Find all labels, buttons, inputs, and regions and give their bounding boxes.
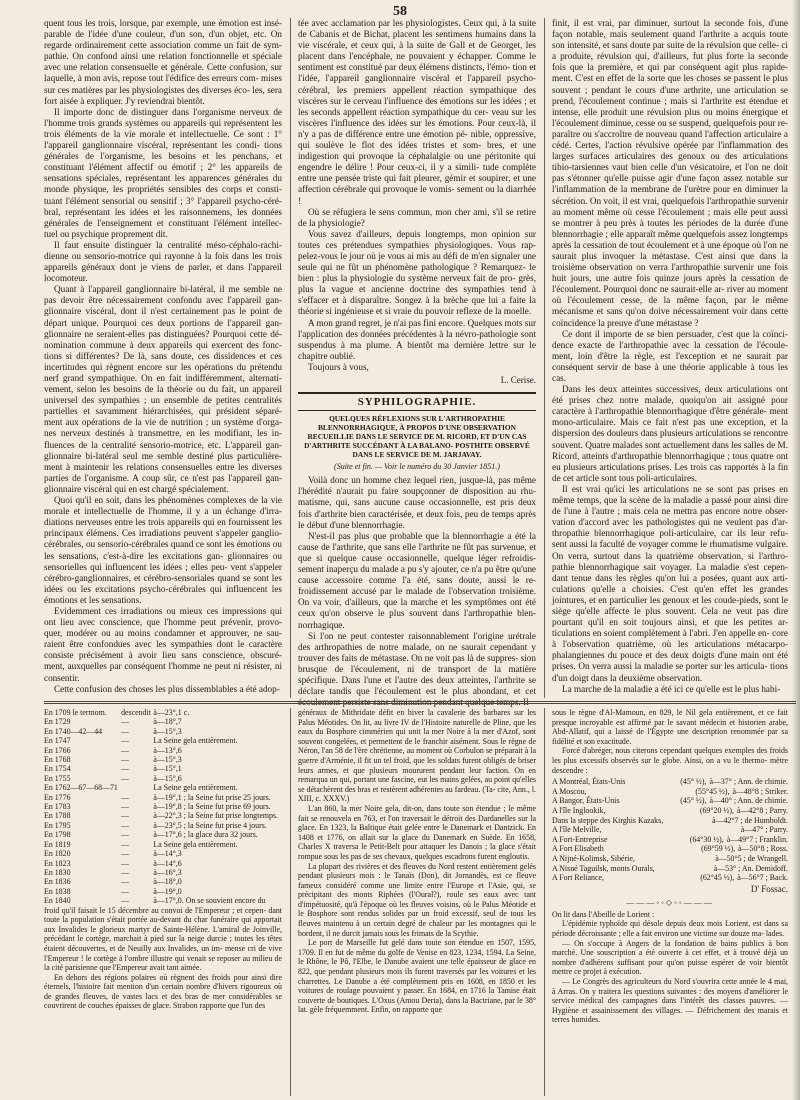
temperature-val: à—19°,8 ; la Seine fut prise 69 jours.	[153, 802, 271, 812]
temperature-desc: —	[121, 717, 129, 727]
bottom-column-1	[44, 708, 282, 1096]
column-divider	[290, 18, 291, 698]
paragraph: Vous savez d'ailleurs, depuis longtemps, mon opinion sur toutes ces prétendues sympathies physiologiques. Vous rap- pelez-vous le jour où je vous ai mis au défi de m'en signaler une seule qui ne fût un phénomène pathologique ? Remarquez- le bien : plus la physiologie du système nerveux fait de pro- grès, plus la vague et ancienne doctrine des sympathies tend à s'effacer et à disparaître. Songez à la brèche que lui a faite la théorie si ingénieuse et si vraie du pouvoir reflexe de la moelle.	[298, 228, 536, 317]
top-column-3	[552, 18, 788, 698]
temperature-year: En 1820	[44, 849, 71, 859]
cold-record-row	[552, 844, 788, 854]
paragraph: — On s'occupe à Angers de la fondation de bains publics à bon marché. Une souscription a été ouverte à cet effet, et à trouvé déjà un nombre d'adhérens suffisant pour qu'on puisse espérer de voir bientôt mettre ce projet à exécution.	[552, 938, 788, 977]
temperature-year: En 1783	[44, 802, 71, 812]
temperature-row	[44, 746, 282, 755]
temperature-desc: —	[121, 858, 129, 868]
cold-record-row	[552, 873, 788, 883]
cold-record-val: à—49°7 ; Franklin.	[726, 834, 788, 844]
section-title: SYPHILOGRAPHIE.	[298, 392, 536, 411]
cold-record-val: à—56°7 ; Back.	[737, 873, 788, 883]
temperature-row	[44, 774, 282, 783]
paragraph: Ce dont il importe de se bien persuader, c'est que la coïnci- dence exacte de l'arthropathie avec la cessation de l'écoule- ment, loin d'être la règle, est l'exception et ne saurait par conséquent servir de base à une théorie applicable à tous les cas.	[552, 328, 788, 383]
column-divider	[290, 708, 291, 1096]
cold-record-row	[552, 835, 788, 845]
temperature-desc: —	[121, 764, 129, 774]
temperature-row	[44, 877, 282, 886]
cold-record-row	[552, 787, 788, 797]
temperature-row	[44, 717, 282, 726]
cold-record-row	[552, 777, 788, 787]
temperature-row	[44, 736, 282, 745]
paragraph: sous le règne d'Al-Mamoun, en 829, le Nil gela entièrement, et ce fait presque incroyable est affirmé par le savant médecin et historien arabe, Abd-Allatif, qui a laissé de l'Égypte une description renommée par sa fidélité et son exactitude.	[552, 708, 788, 746]
temperature-row	[44, 830, 282, 839]
paragraph: N'est-il pas plus que probable que la blennorrhagie a été la cause de l'arthrite, que sans elle l'arthrite ne fût pas survenue, et que si quelque cause occasionnelle, quelque léger refroidis- sement inaperçu du malade a pu s'y ajouter, ce n'a pu être qu'une cause accessoire comme l'a été, sans doute, aussi le re- froidissement accusé par le malade de l'observation troisième. On va voir, d'ailleurs, que la marche et les symptômes ont été ceux qu'on observe le plus souvent dans l'arthropathie blen- norrhagique.	[298, 530, 536, 630]
temperature-desc: —	[121, 773, 129, 783]
temperature-row	[44, 849, 282, 858]
bottom-column-2	[298, 708, 536, 1096]
paragraph: Le port de Marseille fut gelé dans toute son étendue en 1507, 1595, 1709. Il en fut de même du golfe de Venise en 823, 1234, 1594. La Seine, le Rhône, le Pô, l'Elbe, le Danube avaient une telle épaisseur de glace en 822, que pendant plusieurs mois ils furent traversés par les voitures et les charrettes. Le Danube a été complètement pris en 1608, en 1850 et les voitures de roulage pouvaient y passer. En 1684, en 1716 la Tamise était couverte de boutiques. L'Oxus (Amou Deria), dans la Bactriane, par le 38° lat. gèle fréquemment. Enfin, on rapporte que	[298, 938, 536, 1015]
cold-record-lat: (45° ½),	[680, 796, 707, 806]
temperature-val: à—17°,6 ; la glace dura 32 jours.	[153, 830, 258, 840]
paragraph: Quoi qu'il en soit, dans les phénomènes complexes de la vie morale et intellectuelle de l'homme, il y a un échange d'irra- diations nerveuses entre les trois appareils qui en fournissent les principaux élémens. Ces irradiations peuvent s'appeler ganglio-cérébrales, ou sensorio-cérébrales quand ce sont les émotions ou les sensations, c'est-à-dire les excitations gan- glionnaires ou sensorielles qui influencent les idées ; elles peu- vent s'appeler cérébro-ganglionnaires, et cérébro-sensoriales quand se sont les idées ou les excitations psycho-cérébrales qui influencent les émotions et les sensations.	[44, 495, 282, 605]
cold-record-place: A Montréal, États-Unis	[552, 777, 626, 787]
temperature-table	[44, 708, 282, 906]
temperature-desc: —	[121, 867, 129, 877]
temperature-val: à—15°,3	[153, 755, 182, 765]
temperature-year: En 1729	[44, 717, 71, 727]
paragraph: — Le Congrès des agriculteurs du Nord s'ouvrira cette année le 4 mai, à Arras. On y traitera les questions suivantes : des moyens d'améliorer le service médical des campagnes dans l'intérêt des classes pauvres. — Hygiène et assainissement des villages. — Défrichement des marais et terres humides.	[552, 977, 788, 1025]
temperature-desc: —	[121, 726, 129, 736]
temperature-row	[44, 802, 282, 811]
temperature-val: La Seine gela entièrement.	[153, 736, 238, 746]
bottom-column-3	[552, 708, 788, 1096]
temperature-year: En 1776	[44, 792, 71, 802]
temperature-desc: —	[121, 792, 129, 802]
cold-record-place: Dans la steppe des Kirghis Kazaks,	[552, 815, 664, 825]
temperature-year: En 1762—67—68—71	[44, 783, 118, 793]
temperature-desc: —	[121, 755, 129, 765]
paragraph: Evidemment ces irradiations ou mieux ces impressions qui ont lieu avec conscience, que l'homme peut prévenir, provo- quer, modérer ou au moins condamner et approuver, ne sau- raient être confondues avec les sympathies dont le caractère consiste précisément à avoir lieu sans conscience, obscuré- ment, auxquelles par conséquent l'homme ne peut ni résister, ni consentir.	[44, 605, 282, 683]
temperature-year: En 1754	[44, 764, 71, 774]
paragraph: Toujours à vous,	[308, 361, 369, 372]
paragraph: Dans les deux atteintes successives, deux articulations ont été prises chez notre malade, quoiqu'on ait assigné pour caractère à l'arthropathie blennorrhagique d'être générale- ment mono-articulaire. Mais ce fait n'est pas une exception, et la dispersion des douleurs dans plusieurs articulations se rencontre souvent. Quatre malades sont actuellement dans les salles de M. Ricord, atteints d'arthropathie blennorrhagique ; tous quatre ont eu plusieurs articulations prises. Les trois cas rapportés à la fin de cet article sont tous poli-articulaires.	[552, 384, 788, 483]
temperature-val: à—22°,3 ; la Seine fut prise longtemps.	[153, 811, 278, 821]
temperature-row	[44, 811, 282, 820]
column-divider	[544, 18, 545, 698]
paragraph: A mon grand regret, je n'ai pas fini encore. Quelques mots sur l'application des données précédentes à la névro-pathologie sont suspendus à ma plume. A bientôt ma dernière lettre sur le chapitre oublié.	[298, 317, 536, 361]
cold-record-lat: (69°20 ½),	[699, 805, 734, 815]
cold-record-place: A Fort Reliance,	[552, 873, 604, 883]
temperature-val: à—14°,6	[153, 858, 182, 868]
top-column-1	[44, 18, 282, 698]
temperature-row	[44, 708, 282, 717]
temperature-row	[44, 859, 282, 868]
paragraph: L'an 860, la mer Noire gela, dit-on, dans toute son étendue ; le même fait se renouvela en 763, et l'on traversait le détroit des Dardanelles sur la glace. En 1323, la Baltique était gelée entre le Danemark et Dantzick. En 1408 et 1776, on allait sur la glace du Danemark en Suède. En 1658, Charles X traversa le Petit-Belt pour attaquer les Danois ; la glace s'était rompue sous les pas de ses chevaux, quelques escadrons furent engloutis.	[298, 803, 536, 861]
paragraph: Si l'on ne peut contester raisonnablement l'origine urétrale des arthropathies de notre malade, on ne saurait cependant y trouver des faits de métastase. On ne voit pas là de suppres- sion brusque de l'écoulement, ni de transport de la matière spécifique. Dans l'une et l'autre des deux atteintes, l'arthrite se déclare tandis que l'écoulement est le plus abondant, et cet écoulement persiste sans diminution pendant quelque temps. Il	[298, 630, 536, 708]
temperature-year: En 1838	[44, 886, 71, 896]
temperature-year: En 1836	[44, 877, 71, 887]
temperature-val: à—18°,7	[153, 717, 182, 727]
cold-record-row	[552, 864, 788, 874]
paragraph: Il importe donc de distinguer dans l'organisme nerveux de l'homme trois grands systèmes ou appareils qui représentent les trois éléments de la vie morale et intellectuelle. Ce sont : 1° l'appareil ganglionnaire viscéral, représentant les condi- tions générales de l'organisme, les besoins et les penchans, et constituant l'élément affectif ou émotif ; 2° les appareils de sensations spéciales, représentant les apparences générales du monde physique, les propriétés sensibles des corps et consti- tuant l'élément sensorial ou sensitif ; 3° l'appareil psycho-céré- bral, représentant les idées et les raisonnemens, les données générales de l'enseignement et constituant l'élément intellec- tuel ou psychique proprement dit.	[44, 106, 282, 239]
paragraph: généraux de Mithridate défit en hiver la cavalerie des barbares sur les Palus Méotides. On lit, au livre IV de l'Histoire naturelle de Pline, que les eaux du Bosphore cimmérien qui unit la mer Noire à la mer d'Azof, sont souvent congelées, et permettent de le franchir aisément. Sous le règne de Néron, l'an 58 de l'ère chrétienne, au moment où Corbulon se préparait à la guerre d'Arménie, il fit un tel froid, que les soldats furent obligés de briser leurs armes, et que plusieurs moururent pendant leur faction. On en remarqua un qui, portant une fascine, eut les mains gelées, au point qu'elles se détachèrent des bras et restèrent adhérentes au fardeau. (Ta- cite, Ann., l. XIII, c. XXXV.)	[298, 708, 536, 804]
paragraph: Cette confusion des choses les plus dissemblables a été adop-	[54, 683, 280, 694]
author-signature: L. Cerise.	[500, 375, 536, 385]
temperature-val: à—16°,3	[153, 867, 182, 877]
temperature-desc: —	[121, 896, 129, 906]
temperature-val: à—13°,6	[153, 745, 182, 755]
cold-record-val: à—40° ; Ann. de chimie.	[709, 796, 788, 806]
temperature-val: à—15°,3	[153, 726, 182, 736]
cold-record-val: à—50°5 ; de Wrangell.	[715, 853, 788, 863]
paragraph: Il faut ensuite distinguer la centralité méso-céphalo-rachi- dienne ou sensorio-motrice qui rayonne à la fois dans les trois appareils généraux dont je viens de parler, et dans l'appareil locomoteur.	[44, 239, 282, 284]
temperature-val: à—19°,0	[153, 886, 182, 896]
cold-record-val: à—48°8 ; Striker.	[732, 786, 788, 796]
temperature-desc: —	[121, 820, 129, 830]
paragraph: Forcé d'abréger, nous citerons cependant quelques exemples des froids les plus excessifs observés sur le globe. Ainsi, on a vu le thermo- mètre descendre :	[552, 746, 788, 775]
temperature-desc: descendit	[121, 708, 151, 717]
paragraph: quent tous les trois, lorsque, par exemple, une émotion est insé- parable de l'idée d'une couleur, d'un son, d'un objet, etc. On regarde ordinairement cette association comme un fait de sym- pathie. On confond ainsi une relation fonctionnelle et spéciale avec une relation consensuelle et générale. Cette confusion, sur laquelle, à mon avis, repose tout l'édifice des erreurs com- mises sur ces matières par les physiologistes des diverses éco- les, sera fort aisée à expliquer. J'y reviendrai bientôt.	[44, 18, 282, 106]
column-divider	[544, 708, 545, 1096]
cold-record-row	[552, 854, 788, 864]
paragraph: Où se réfugiera le sens commun, mon cher ami, s'il se retire de la physiologie?	[298, 206, 536, 228]
top-column-2	[298, 18, 536, 708]
cold-record-lat: (62°45 ½),	[700, 873, 735, 883]
temperature-desc: —	[121, 886, 129, 896]
temperature-row	[44, 727, 282, 736]
temperature-row	[44, 896, 282, 905]
temperature-desc: —	[121, 849, 129, 859]
temperature-val: à—17°,0. On se souvient encore du	[153, 896, 266, 906]
temperature-row	[44, 840, 282, 849]
paragraph: Il est vrai qu'ici les articulations ne se sont pas prises en même temps, que la scène de la maladie a passé pour ainsi dire de l'une à l'autre ; mais cela ne mettra pas encore notre obser- vation d'accord avec les pathologistes qui ne veulent pas d'ar- thropathie blennorrhagique poli-articulaire, car ils leur refu- sent aussi la faculté de voyager comme le rhumatisme vulgaire. On verra, surtout dans la quatrième observation, si l'arthro- pathie blennorrhagique sait voyager. La maladie s'est cepen- dant tenue dans les règles qu'on lui a posées, quant aux arti- culations qu'elle a choisies. C'est qu'en effet les grandes jointures, et en particulier les genoux et les coude-pieds, sont le siège qu'elle affecte le plus souvent. Cela ne veut pas dire pourtant qu'il en soit toujours ainsi, et que les petites ar- ticulations en soient complètement à l'abri. J'en appelle en- core à l'observation quatrième, où les articulations métacarpo- phalangiennes du pouce et des deux doigts d'une main ont été prises. On verra aussi la maladie se porter sur les articula- tions d'un doigt dans la deuxième observation.	[552, 483, 788, 683]
cold-record-row	[552, 796, 788, 806]
cold-record-place: A Nisné Taguilsk, monts Ourals,	[552, 863, 655, 873]
paragraph: L'épidémie typhoïde qui désole depuis deux mois Lorient, est dans sa période décroissante ; elle a fait environ une victime sur douze ma- lades.	[552, 919, 788, 939]
temperature-val: à—19°,1 ; la Seine fut prise 25 jours.	[153, 792, 271, 802]
paragraph: finit, il est vrai, par diminuer, surtout la seconde fois, d'une façon notable, mais seulement quand l'arthrite a acquis toute son intensité, et sans doute par suite de la révulsion que celle- ci a produite, révulsion qui, d'ailleurs, fut plus forte la seconde fois que la première, et qui par conséquent agit plus rapide- ment. C'est en effet de la sorte que les choses se passent le plus souvent ; pendant le cours d'une arthrite, une articulation se prend, l'écoulement continue ; mais si l'arthrite est étendue et intense, elle produit une révulsion plus ou moins énergique et l'écoulement diminue, cesse ou se suspend, quelquefois pour re- paraître ou s'accroître de nouveau quand l'affection articulaire a cédé. Certes, l'action révulsive opérée par l'inflammation des larges surfaces articulaires des genoux ou des articulations tibio-tarsiennes vaut bien celle d'un vésicatoire, et l'on ne doit pas s'étonner qu'elle puisse agir d'une façon assez notable sur l'inflammation de la membrane de l'urètre pour en diminuer la sécrétion. On voit, il est vrai, quelquefois l'arthropathie survenir au moment même où cesse l'écoulement ; mais elle peut aussi se montrer à peu près à toutes les périodes de la durée d'une blennorrhagie ; elle apparaît même quelquefois assez longtemps après la cessation de tout écoulement et à une époque où l'on ne saurait plus invoquer la métastase. C'est ainsi que dans la troisième observation on verra l'arthropathie survenir une fois huit jours, une autre fois quinze jours après la cessation de l'écoulement. Pourquoi donc ne saurait-elle ar- river au moment où l'écoulement cesse, de la même façon, par le même mécanisme et sans qu'on doive nécessairement voir dans cette coïncidence la preuve d'une métastase ?	[552, 18, 788, 328]
paragraph: La plupart des rivières et des fleuves du Nord restent entièrement gelés pendant plusieurs mois : le Tanaïs (Don), dit Jornandès, est ce fleuve fameux considéré comme une limite entre l'Europe et l'Asie, qui, se précipitant des monts Riphées (l'Oural?), roule ses eaux avec tant d'impétuosité, qu'à l'époque où les fleuves voisins, où le Palus Méotide et le Bosphore sont rendus solides par un froid excessif, seul de tous les fleuves maintenu à un certain degré de chaleur par les montagnes qui le bordent, il ne durcit jamais sous les frimats de la Scythie.	[298, 861, 536, 938]
temperature-row	[44, 887, 282, 896]
temperature-val: à—23°,1 c.	[153, 708, 190, 717]
temperature-year: En 1709 le termom.	[44, 708, 107, 717]
temperature-desc: —	[121, 877, 129, 887]
cold-record-place: A Fort-Entreprise	[552, 834, 608, 844]
cold-record-row	[552, 825, 788, 835]
temperature-year: En 1755	[44, 773, 71, 783]
temperature-desc: —	[121, 839, 129, 849]
article-title: QUELQUES RÉFLEXIONS SUR L'ARTHROPATHIE BLENNORRHAGIQUE, À PROPOS D'UNE OBSERVATION RECUEILLIE DANS LE SERVICE DE M. RICORD, ET D'UN CAS D'ARTHRITE SUCCÉDANT À LA BALANO- POSTHITE OBSERVÉ DANS LE SERVICE DE M. JARJAVAY.	[304, 414, 530, 460]
paragraph: Quant à l'appareil ganglionnaire bi-latéral, il me semble ne pas devoir être nécessairement confondu avec l'appareil gan- glionnaire viscéral, dont il n'est certainement pas le point de départ unique. Pourquoi ces deux portions de l'appareil gan- glionnaire ne seraient-elles pas distinguées? Pourquoi cette dé- nomination commune à deux appareils qui exercent des fonc- tions si différentes? De là, sans doute, ces dissidences et ces incertitudes qui règnent encore sur les opérations du prétendu nerf grand sympathique. On en fait indifféremment, alternati- vement, selon les besoins de la théorie ou du fait, un appareil universel des sympathies ; un ensemble de petites centralités partielles et savamment hiérarchisées, qui président séparé- ment aux opérations de la vie de nutrition ; un système d'orga- nes nerveux destinés à transmettre, en les modifiant, les in- fluences de la centralité sensorio-motrice, etc. L'appareil gan- glionnaire bi-latéral seul me semble destiné plus particulière- ment à maintenir les relations consensuelles entre les diverses parties de l'organisme. A coup sûr, ce n'est pas l'appareil gan- glionnaire viscéral qui en est chargé spécialement.	[44, 284, 282, 494]
temperature-desc: —	[121, 745, 129, 755]
cold-record-val: à—42°7 ; de Humboldt.	[712, 815, 788, 825]
temperature-year: En 1840	[44, 896, 71, 906]
temperature-year: En 1740—42—44	[44, 726, 103, 736]
temperature-row	[44, 793, 282, 802]
cold-record-lat: (69°59 ½),	[701, 844, 736, 854]
cold-record-place: A Bangor, États-Unis	[552, 796, 620, 806]
temperature-desc: —	[121, 736, 129, 746]
paragraph: tée avec acclamation par les physiologistes. Ceux qui, à la suite de Cabanis et de Bichat, placent les sentimens humains dans la vie viscérale, et ceux qui, à la suite de Gall et de Georget, les placent dans l'encéphale, ne pouvaient y échapper. Comme le sentiment est constitué par deux élémens distincts, l'émo- tion et l'idée, l'appareil ganglionnaire viscéral et l'appareil psycho-cérébral, les premiers appellent réaction sympathique des viscères sur le cerveau l'influence des émotions sur les idées ; et les seconds appellent réaction sympathique du cer- veau sur les viscères l'influence des idées sur les émotions. Pour ceux-là, il n'y a pas de différence entre une émotion pé- nible, oppressive, qui soulève le flot des idées tristes et som- bres, et une indigestion qui provoque la céphalalgie ou une péritonite qui engendre le délire ! Pour ceux-ci, il y a simili- tude complète entre une pensée triste qui fait pleurer, gémir et soupirer, et une affection cérébrale qui provoque le vomis- sement ou la diarrhée !	[298, 18, 536, 206]
temperature-year: En 1795	[44, 820, 71, 830]
cold-record-val: à—42°8 ; Parry.	[736, 805, 788, 815]
temperature-val: à—15°,1	[153, 764, 182, 774]
cold-record-lat: (64°30 ½),	[689, 834, 724, 844]
temperature-year: En 1766	[44, 745, 71, 755]
cold-record-place: A Fort Elisabeth	[552, 844, 604, 854]
cold-record-place: A Nijné-Kolimsk, Sibérie,	[552, 853, 635, 863]
feuilleton-divider	[44, 701, 796, 704]
temperature-val: à—23°,5 ; la Seine fut prise 4 jours.	[153, 820, 267, 830]
cold-records-list	[552, 777, 788, 883]
cold-record-val: à—37° ; Ann. de chimie.	[709, 777, 788, 787]
cold-record-row	[552, 806, 788, 816]
temperature-year: En 1747	[44, 736, 71, 746]
cold-record-val: à—50°8 ; Ross.	[738, 844, 788, 854]
temperature-year: En 1798	[44, 830, 71, 840]
ornament-divider: ———◦◦◇◦◦———	[626, 898, 714, 908]
temperature-year: En 1830	[44, 867, 71, 877]
temperature-desc	[121, 783, 153, 792]
author-signature: D' Fossac.	[750, 883, 788, 894]
paragraph: La marche de la maladie a été ici ce qu'elle est le plus habi-	[562, 683, 781, 694]
temperature-row	[44, 821, 282, 830]
cold-record-place: A Moscou,	[552, 786, 587, 796]
temperature-year: En 1768	[44, 755, 71, 765]
page-edge-shadow	[792, 0, 800, 1100]
paragraph: En dehors des régions polaires où règnent des froids pour ainsi dire éternels, l'histoire fait mention d'un certain nombre d'hivers rigoureux où de grandes fleuves, de vastes lacs et des bras de mer considérables se couvrirent de couches épaisses de glace. Strabon rapporte que l'un des	[44, 972, 282, 1011]
cold-record-row	[552, 816, 788, 826]
cold-record-place: A l'île Melville,	[552, 825, 602, 835]
page-number: 58	[393, 4, 407, 19]
temperature-row	[44, 755, 282, 764]
paragraph: Voilà donc un homme chez lequel rien, jusque-là, pas même l'hérédité n'aurait pu faire soupçonner de disposition au rhu- matisme, qui, sans aucune cause occasionnelle, est pris deux fois d'arthrite bien caractérisée, et deux fois, peu de temps après le début d'une blennorrhagie.	[298, 475, 536, 530]
temperature-year: En 1819	[44, 839, 71, 849]
cold-record-place: A l'île Inglookik,	[552, 805, 606, 815]
temperature-desc: —	[121, 802, 129, 812]
temperature-year: En 1788	[44, 811, 71, 821]
temperature-val: à—18°,0	[153, 877, 182, 887]
article-subtitle: (Suite et fin. — Voir le numéro du 30 Janvier 1851.)	[334, 462, 500, 472]
temperature-desc: —	[121, 830, 129, 840]
paragraph: On lit dans l'Abeille de Lorient :	[552, 909, 655, 919]
cold-record-lat: (45° ½),	[680, 777, 707, 787]
cold-record-lat: (55°45 ½),	[695, 786, 730, 796]
temperature-val: La Seine gela entièrement.	[153, 783, 238, 793]
temperature-val: à—14°,3	[153, 849, 182, 859]
temperature-val: La Seine gela entièrement.	[153, 839, 238, 849]
temperature-year: En 1823	[44, 858, 71, 868]
temperature-row	[44, 764, 282, 773]
temperature-val: à—15°,6	[153, 773, 182, 783]
temperature-row	[44, 868, 282, 877]
cold-record-val: à—53° ; An. Demidoff.	[713, 863, 788, 873]
temperature-desc: —	[121, 811, 129, 821]
temperature-row	[44, 783, 282, 792]
paragraph: froid qu'il faisait le 15 décembre au convoi de l'Empereur ; et cepen- dant toute la population s'était portée au-devant du char funéraire qui apportait aux Invalides le glorieux martyr de Sainte-Hélène. L'amiral de Joinville, précédant le cortège, marchait à pied sur la neige durcie ; toutes les têtes étaient découvertes, et de Neuilly aux Invalides, un im- mense cri de vive l'Empereur ! le cortège à l'ombre illustre qui venait se reposer au milieu de la cité parisienne que l'Empereur avait tant aimée.	[44, 905, 282, 973]
cold-record-val: à—47° ; Parry.	[740, 825, 788, 835]
